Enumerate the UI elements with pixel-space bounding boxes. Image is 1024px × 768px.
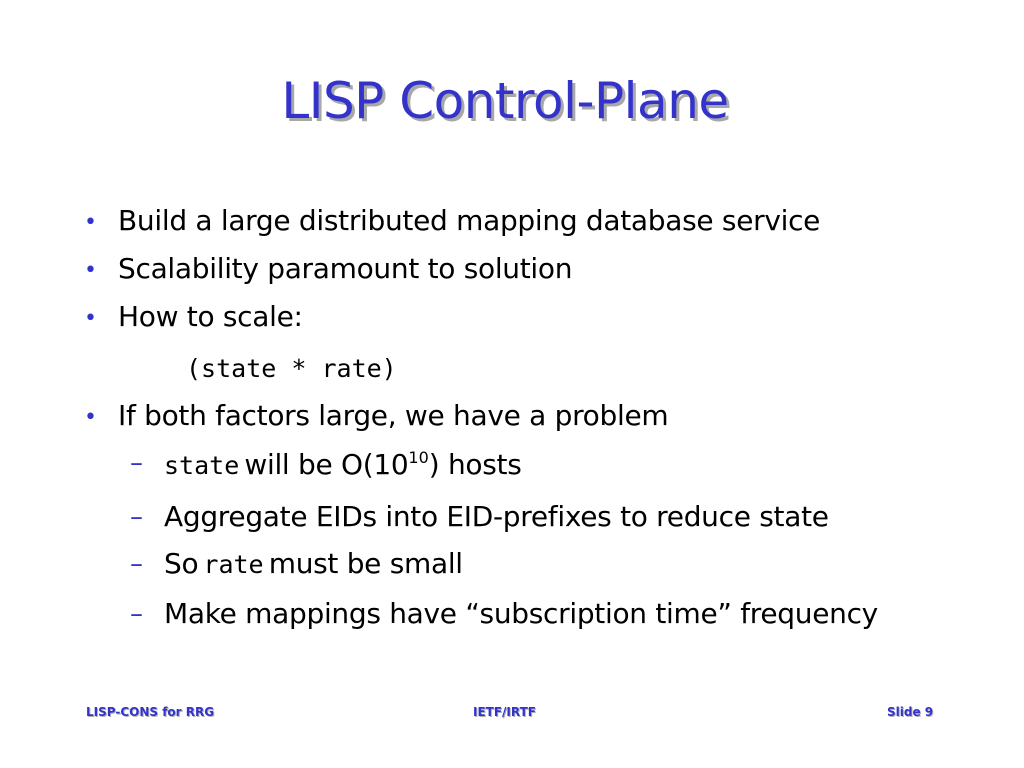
bullet-dot: •: [84, 405, 97, 430]
sub-bullet-item: [164, 448, 522, 481]
bullet-item: Scalability paramount to solution: [118, 252, 573, 285]
sub-bullet-item: Make mappings have “subscription time” frequency: [164, 597, 878, 630]
footer-slide-number: Slide 9: [887, 705, 934, 719]
footer-center: IETF/IRTF: [473, 705, 536, 719]
sub-bullet-text: must be small: [268, 547, 463, 580]
sub-bullet-text: So: [164, 547, 199, 580]
bullet-item: How to scale:: [118, 300, 303, 333]
footer-left: LISP-CONS for RRG: [86, 705, 215, 719]
bullet-item: If both factors large, we have a problem: [118, 399, 669, 432]
sub-bullet-item: Aggregate EIDs into EID-prefixes to reduce state: [164, 500, 829, 533]
bullet-item: Build a large distributed mapping database service: [118, 204, 821, 237]
superscript: 10: [408, 448, 429, 467]
sub-bullet-dash: –: [130, 502, 143, 532]
code-text: rate: [203, 550, 264, 579]
sub-bullet-dash: –: [130, 599, 143, 629]
slide-title: LISP Control-Plane: [281, 72, 729, 130]
code-text: state: [164, 451, 240, 480]
sub-bullet-item: [164, 547, 463, 580]
sub-bullet-dash: –: [130, 549, 143, 579]
bullet-dot: •: [84, 306, 97, 331]
formula-text: (state * rate): [186, 354, 397, 383]
sub-bullet-text: ) hosts: [428, 448, 522, 481]
bullet-dot: •: [84, 210, 97, 235]
sub-bullet-text: will be O(10: [244, 448, 409, 481]
sub-bullet-dash: –: [130, 448, 143, 478]
bullet-dot: •: [84, 258, 97, 283]
